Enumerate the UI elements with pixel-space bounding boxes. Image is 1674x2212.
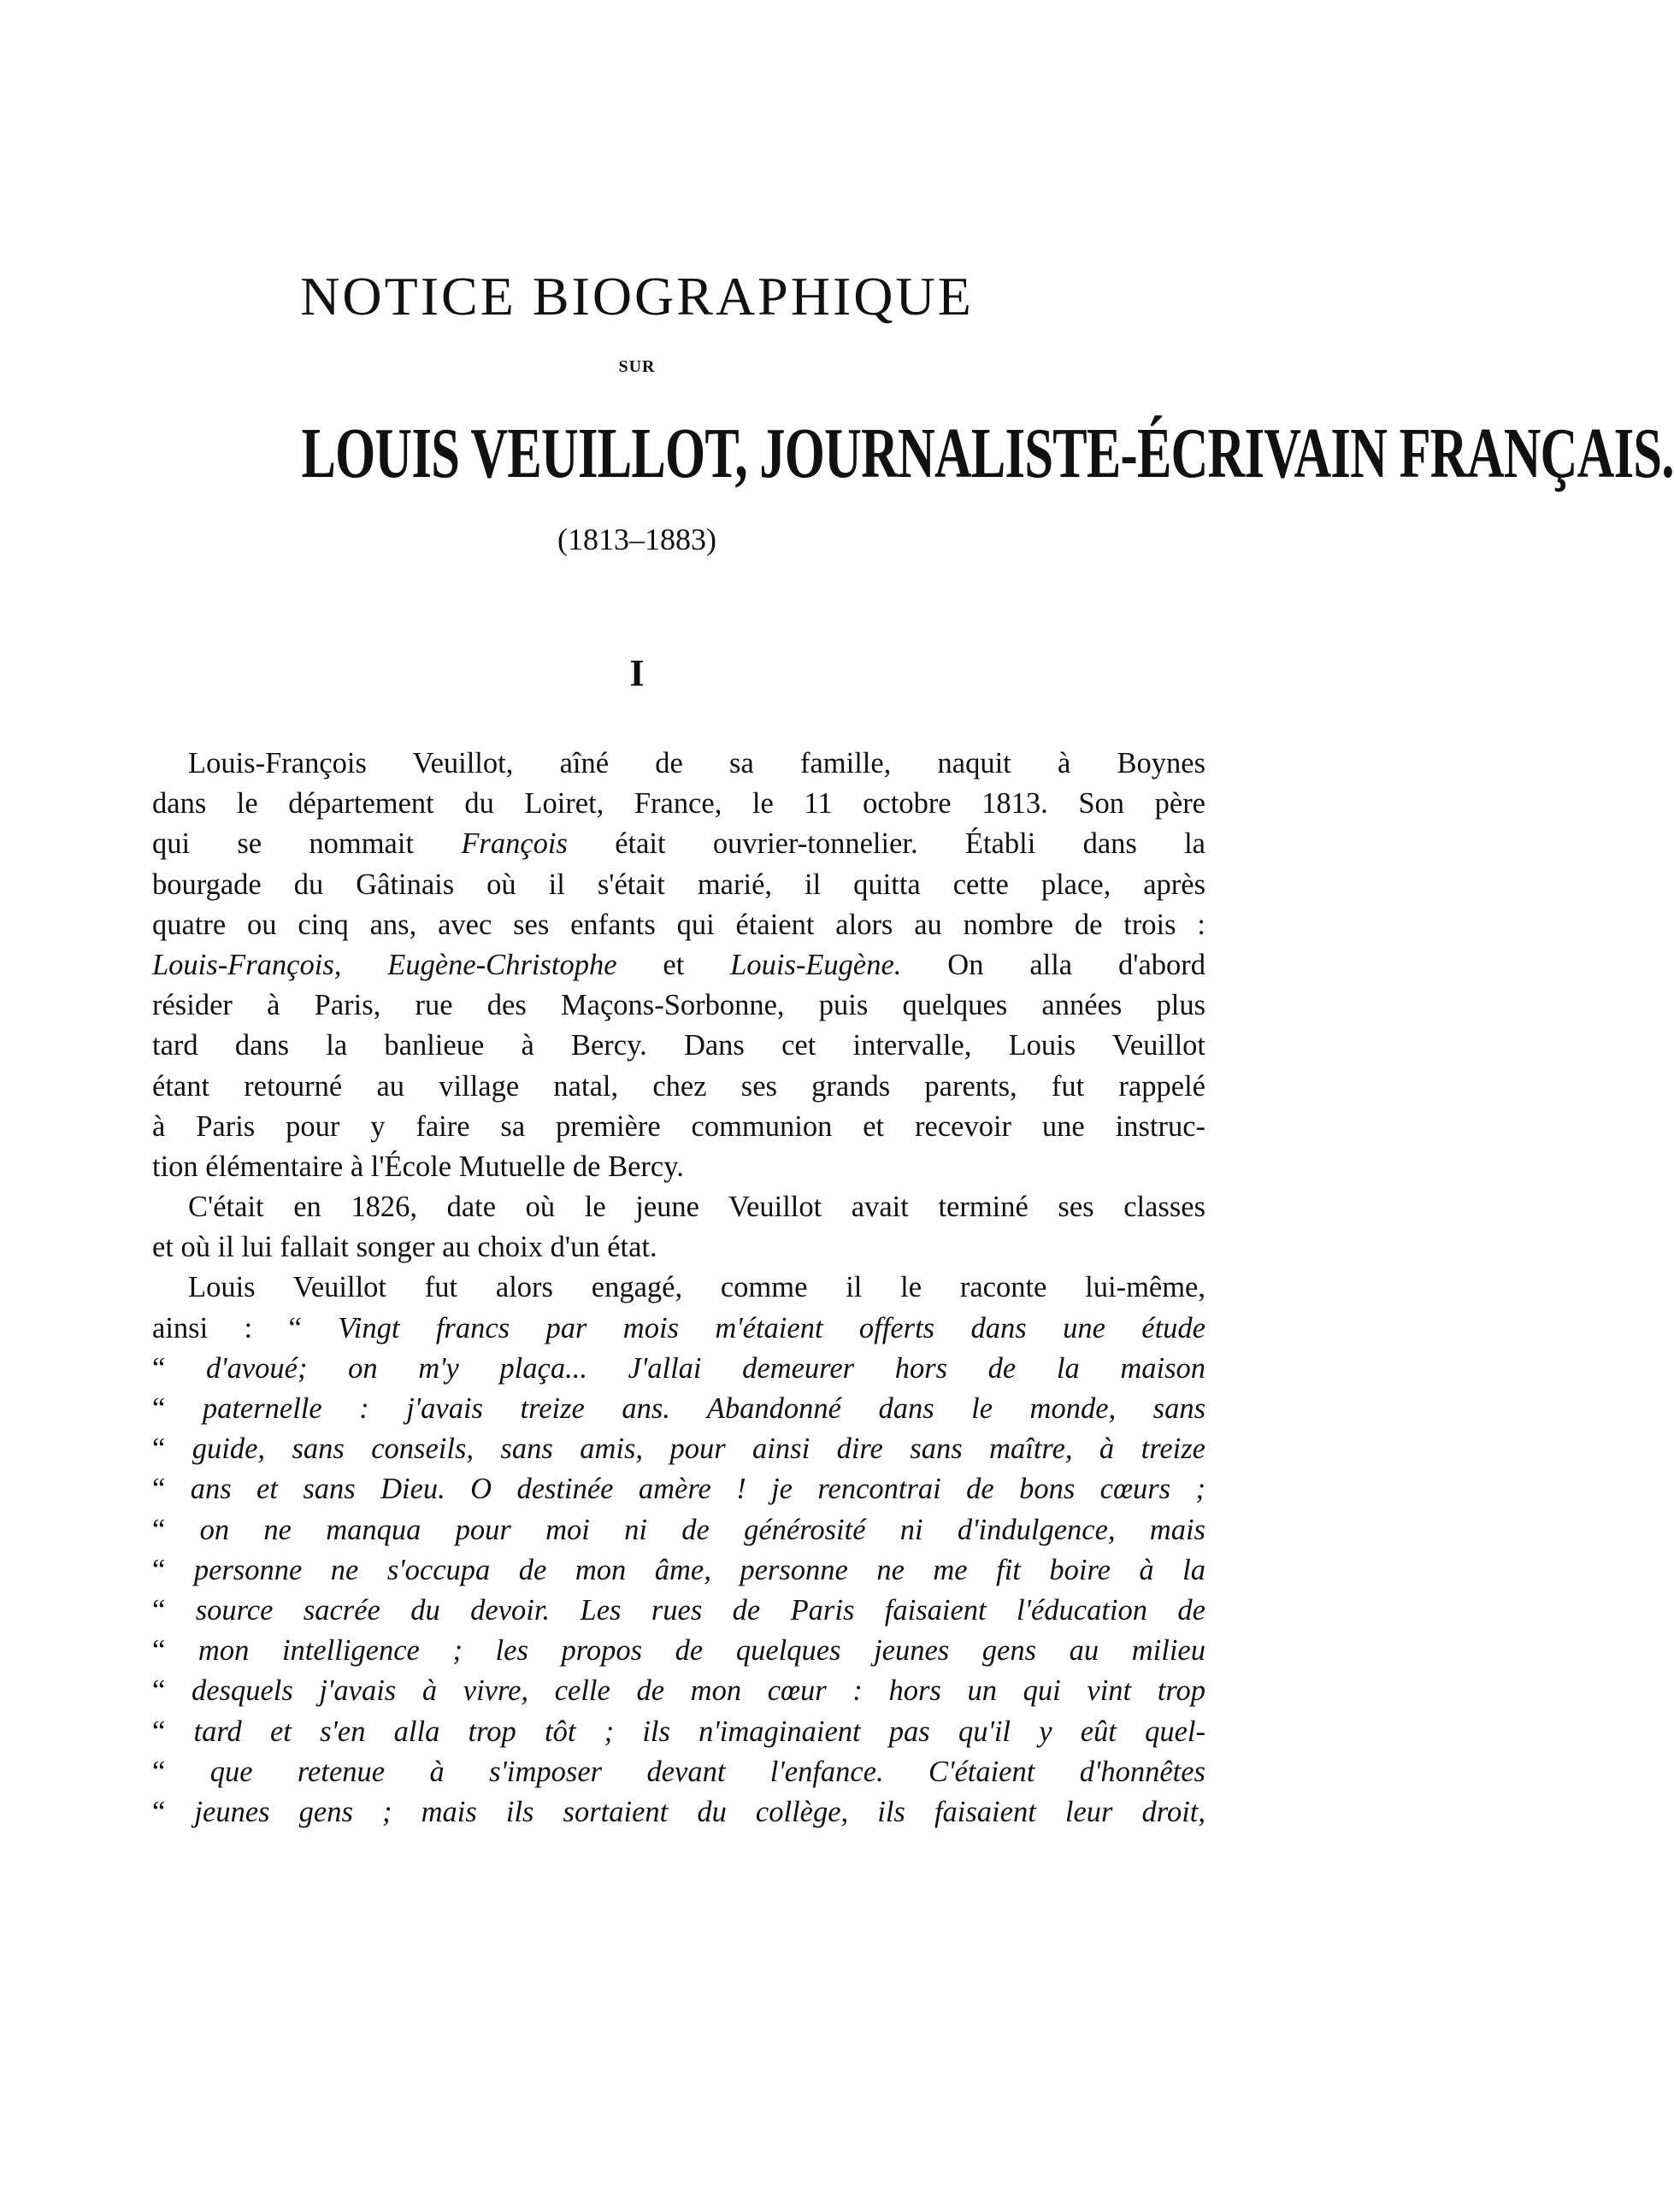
roman-text: “ xyxy=(152,1433,192,1466)
body-text xyxy=(152,744,1205,1833)
text-line xyxy=(152,1429,1205,1469)
page-title: NOTICE BIOGRAPHIQUE xyxy=(300,266,974,327)
text-line xyxy=(152,985,1205,1026)
text-line xyxy=(152,945,1205,985)
italic-text: paternelle : j'avais treize ans. Abandonné dans le monde, sans xyxy=(202,1392,1205,1425)
italic-text: tard et s'en alla trop tôt ; ils n'imaginaient pas qu'il y eût quel- xyxy=(193,1715,1205,1748)
italic-text: guide, sans conseils, sans amis, pour ainsi dire sans maître, à treize xyxy=(192,1433,1205,1466)
text-line xyxy=(152,1469,1205,1509)
section-number: I xyxy=(629,652,645,694)
roman-text: et où il lui fallait songer au choix d'un état. xyxy=(152,1231,657,1264)
roman-text: bourgade du Gâtinais où il s'était marié, il quitta cette place, après xyxy=(152,868,1205,901)
text-line xyxy=(152,1026,1205,1066)
roman-text: On alla d'abord xyxy=(901,948,1206,981)
roman-text: Louis Veuillot fut alors engagé, comme il le raconte lui-même, xyxy=(188,1271,1205,1304)
italic-text: Vingt francs par mois m'étaient offerts dans une étude xyxy=(338,1311,1205,1344)
subject-heading: LOUIS VEUILLOT, JOURNALISTE-ÉCRIVAIN FRANÇAIS. xyxy=(301,414,1674,493)
text-line xyxy=(152,1067,1205,1107)
text-line xyxy=(152,1309,1205,1349)
italic-text: source sacrée du devoir. Les rues de Paris faisaient l'éducation de xyxy=(195,1593,1205,1627)
roman-text: “ xyxy=(152,1513,200,1546)
text-line xyxy=(152,1227,1205,1268)
roman-text: à Paris pour y faire sa première communion et recevoir une instruc- xyxy=(152,1109,1205,1143)
roman-text: tion élémentaire à l'École Mutuelle de Bercy. xyxy=(152,1150,684,1183)
roman-text: “ xyxy=(152,1795,195,1828)
text-line xyxy=(152,1389,1205,1429)
roman-text: résider à Paris, rue des Maçons-Sorbonne, puis quelques années plus xyxy=(152,989,1205,1022)
text-line xyxy=(152,1712,1205,1752)
roman-text: qui se nommait xyxy=(152,827,462,861)
text-line xyxy=(152,1268,1205,1308)
text-line xyxy=(152,1107,1205,1147)
roman-text: “ xyxy=(152,1351,206,1385)
text-line xyxy=(152,1510,1205,1550)
italic-text: jeunes gens ; mais ils sortaient du collège, ils faisaient leur droit, xyxy=(194,1795,1205,1828)
italic-text: Louis-François, Eugène-Christophe xyxy=(152,948,617,981)
text-line xyxy=(152,744,1205,784)
roman-text: ainsi : “ xyxy=(152,1311,339,1344)
title-connector: SUR xyxy=(618,357,656,376)
roman-text: “ xyxy=(152,1553,194,1586)
text-line xyxy=(152,1187,1205,1227)
roman-text: étant retourné au village natal, chez ses grands parents, fut rappelé xyxy=(152,1069,1205,1103)
italic-text: Louis-Eugène. xyxy=(730,948,902,981)
text-line xyxy=(152,824,1205,864)
italic-text: d'avoué; on m'y plaça... J'allai demeurer hors de la maison xyxy=(205,1351,1205,1385)
italic-text: François xyxy=(461,827,568,861)
roman-text: était ouvrier-tonnelier. Établi dans la xyxy=(567,827,1205,861)
roman-text: tard dans la banlieue à Bercy. Dans cet intervalle, Louis Veuillot xyxy=(152,1029,1205,1062)
text-line xyxy=(152,865,1205,905)
text-line xyxy=(152,1591,1205,1631)
roman-text: “ xyxy=(152,1634,198,1668)
italic-text: mon intelligence ; les propos de quelques jeunes gens au milieu xyxy=(197,1634,1205,1668)
roman-text: “ xyxy=(152,1674,192,1708)
roman-text: dans le département du Loiret, France, le 11 octobre 1813. Son père xyxy=(152,787,1205,821)
roman-text: “ xyxy=(152,1755,210,1788)
text-line xyxy=(152,905,1205,945)
roman-text: et xyxy=(616,948,731,981)
italic-text: desquels j'avais à vivre, celle de mon cœur : hors un qui vint trop xyxy=(191,1674,1205,1708)
roman-text: quatre ou cinq ans, avec ses enfants qui étaient alors au nombre de trois : xyxy=(152,908,1205,941)
text-line xyxy=(152,1792,1205,1833)
roman-text: “ xyxy=(152,1715,194,1748)
life-dates: (1813–1883) xyxy=(557,522,716,556)
roman-text: “ xyxy=(152,1593,196,1627)
text-line xyxy=(152,1147,1205,1187)
text-line xyxy=(152,1550,1205,1591)
italic-text: personne ne s'occupa de mon âme, personne ne me fit boire à la xyxy=(193,1553,1205,1586)
text-line xyxy=(152,784,1205,824)
text-line xyxy=(152,1631,1205,1671)
italic-text: on ne manqua pour moi ni de générosité ni d'indulgence, mais xyxy=(199,1513,1205,1546)
roman-text: C'était en 1826, date où le jeune Veuillot avait terminé ses classes xyxy=(188,1191,1205,1224)
roman-text: “ xyxy=(152,1392,203,1425)
text-line xyxy=(152,1349,1205,1389)
italic-text: que retenue à s'imposer devant l'enfance. C'étaient d'honnêtes xyxy=(209,1755,1205,1788)
roman-text: Louis-François Veuillot, aîné de sa famille, naquit à Boynes xyxy=(188,747,1205,779)
text-line xyxy=(152,1752,1205,1792)
text-line xyxy=(152,1671,1205,1711)
italic-text: ans et sans Dieu. O destinée amère ! je rencontrai de bons cœurs ; xyxy=(190,1473,1205,1506)
roman-text: “ xyxy=(152,1473,191,1506)
